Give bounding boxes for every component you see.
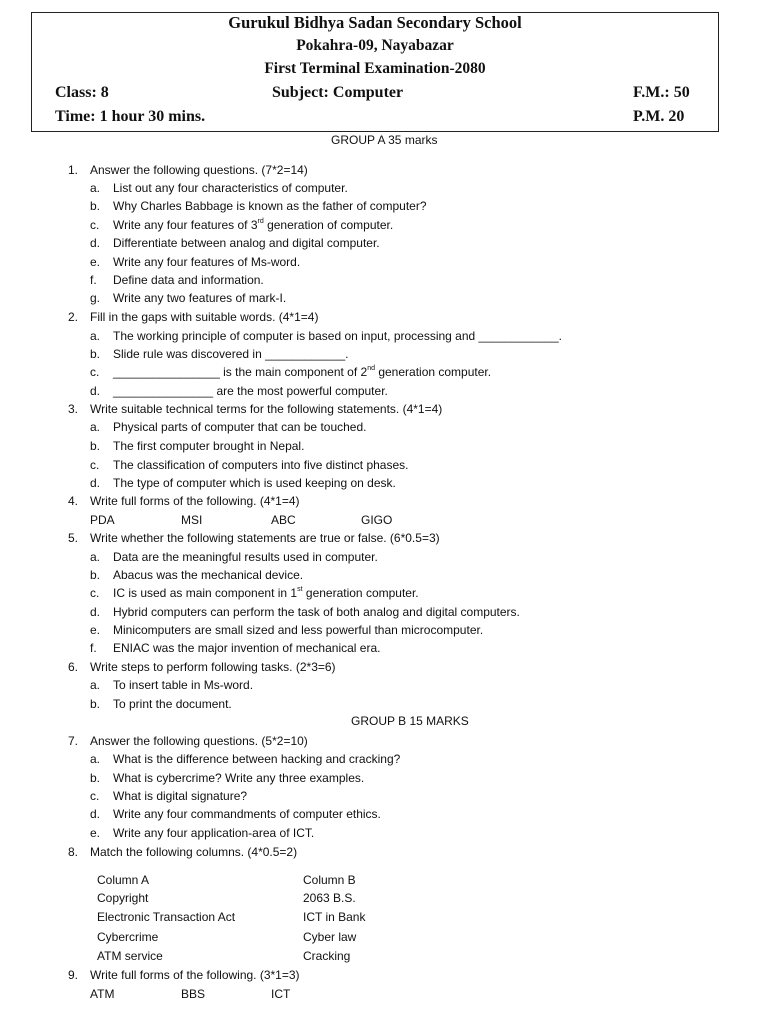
- school-name: Gurukul Bidhya Sadan Secondary School: [228, 13, 522, 32]
- column-a-cell: Cybercrime: [97, 930, 159, 944]
- exam-header: [31, 12, 719, 132]
- column-a-cell: Electronic Transaction Act: [97, 910, 236, 924]
- question-number: 6.: [68, 660, 79, 674]
- term: ICT: [271, 987, 291, 1001]
- column-b-header: Column B: [303, 873, 356, 887]
- column-a-cell: Copyright: [97, 891, 149, 905]
- question-number: 1.: [68, 163, 79, 177]
- question-text: Write steps to perform following tasks. (2*3=6): [90, 660, 336, 674]
- question-number: 9.: [68, 968, 79, 982]
- column-a-cell: ATM service: [97, 949, 163, 963]
- column-b-cell: ICT in Bank: [303, 910, 366, 924]
- column-b-cell: 2063 B.S.: [303, 891, 356, 905]
- term: GIGO: [361, 513, 393, 527]
- question-number: 7.: [68, 734, 79, 748]
- term: MSI: [181, 513, 203, 527]
- question-text: Answer the following questions. (7*2=14): [90, 163, 308, 177]
- group-b-title: GROUP B 15 MARKS: [351, 714, 469, 728]
- pass-marks-label: P.M. 20: [633, 108, 685, 125]
- question-number: 3.: [68, 402, 79, 416]
- class-label: Class: 8: [55, 84, 109, 101]
- question-text: Answer the following questions. (5*2=10): [90, 734, 308, 748]
- question-text: Match the following columns. (4*0.5=2): [90, 845, 298, 859]
- question-number: 5.: [68, 531, 79, 545]
- question-text: Write full forms of the following. (4*1=4): [90, 494, 300, 508]
- question-text: Write full forms of the following. (3*1=3): [90, 968, 300, 982]
- full-marks-label: F.M.: 50: [633, 84, 690, 101]
- school-address: Pokahra-09, Nayabazar: [296, 37, 454, 54]
- term: ABC: [271, 513, 296, 527]
- column-a-header: Column A: [97, 873, 150, 887]
- term: PDA: [90, 513, 115, 527]
- question-text: Write suitable technical terms for the following statements. (4*1=4): [90, 402, 443, 416]
- question-text: Write whether the following statements are true or false. (6*0.5=3): [90, 531, 440, 545]
- subject-label: Subject: Computer: [272, 84, 404, 101]
- question-number: 2.: [68, 310, 79, 324]
- group-a-title: GROUP A 35 marks: [331, 133, 438, 147]
- column-b-cell: Cracking: [303, 949, 351, 963]
- term: ATM: [90, 987, 115, 1001]
- question-number: 4.: [68, 494, 79, 508]
- time-label: Time: 1 hour 30 mins.: [55, 108, 206, 125]
- column-b-cell: Cyber law: [303, 930, 357, 944]
- question-number: 8.: [68, 845, 79, 859]
- question-text: Fill in the gaps with suitable words. (4*1=4): [90, 310, 319, 324]
- term: BBS: [181, 987, 206, 1001]
- exam-title: First Terminal Examination-2080: [264, 60, 486, 77]
